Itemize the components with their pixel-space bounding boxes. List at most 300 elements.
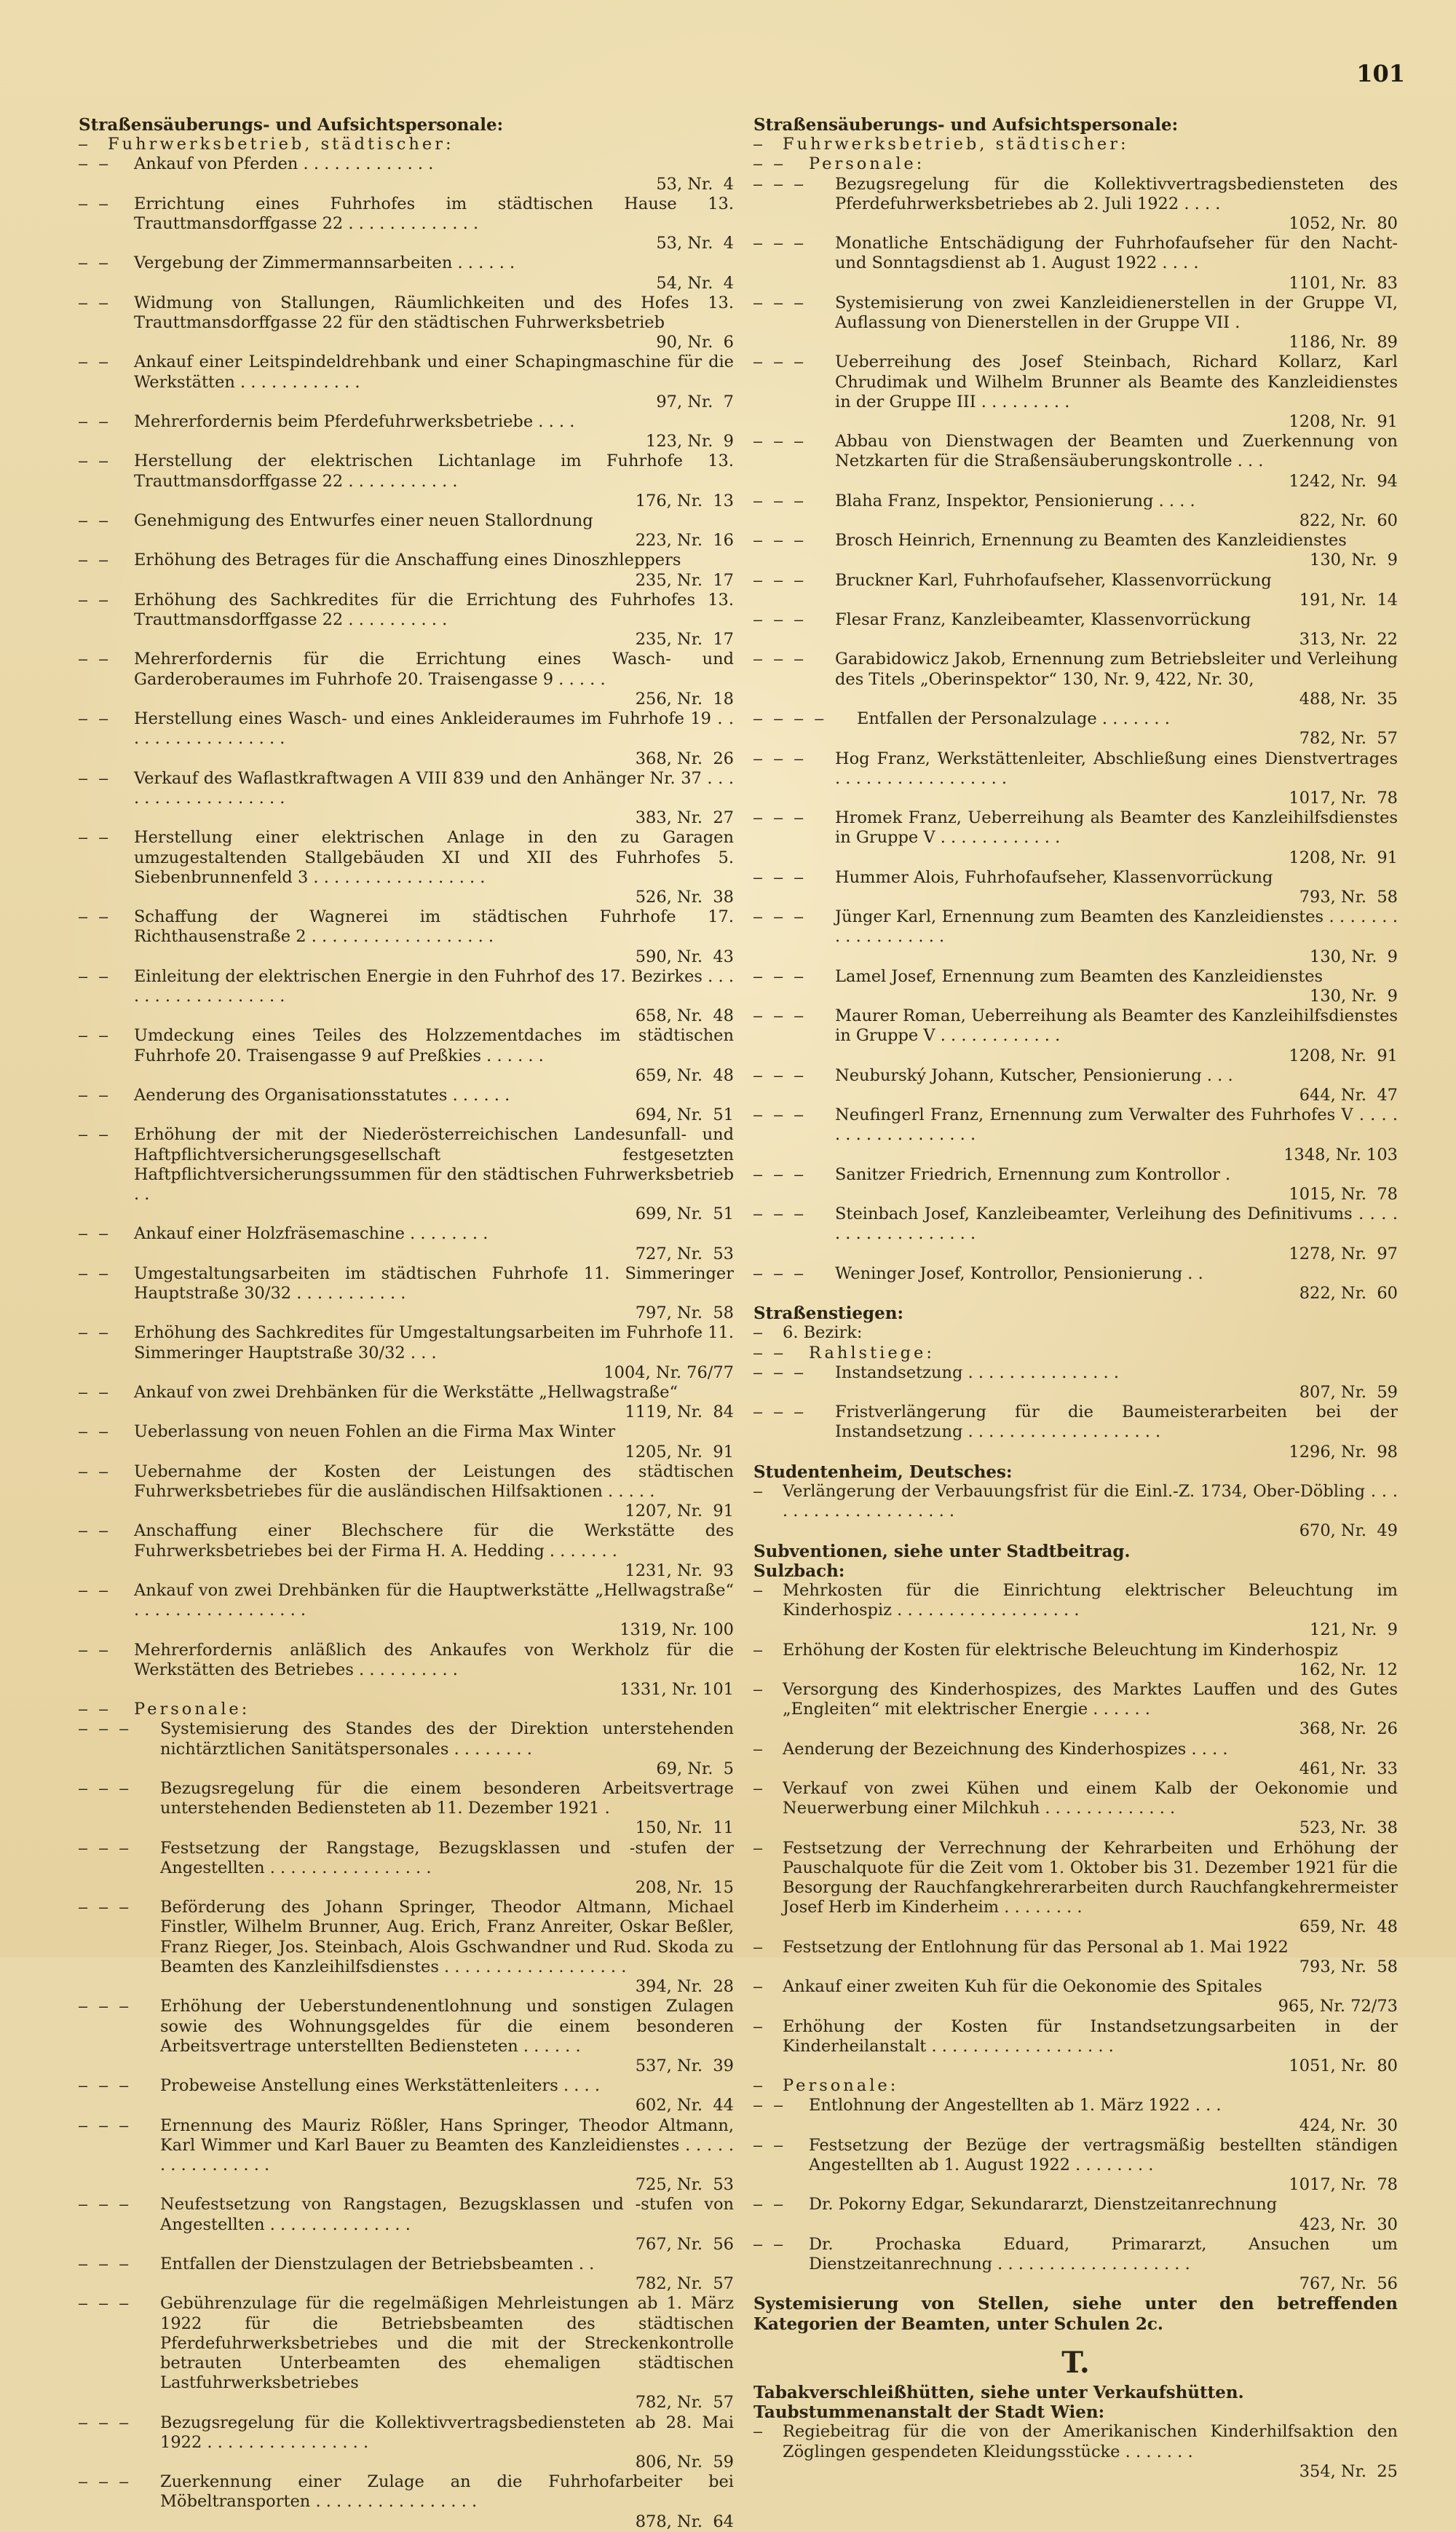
entry-text: Erhöhung des Sachkredites für die Errichtung des Fuhrhofes 13. Trauttmansdorffgasse 22 . . . . . . . . . . — [134, 590, 734, 630]
entry-dash: — — [753, 1324, 764, 1342]
entry-text: Bezugsregelung für die Kollektivvertragsbediensteten des Pferdefuhrwerksbetriebes ab 2. Juli 1922 . . . . — [835, 174, 1398, 213]
entry-text: Schaffung der Wagnerei im städtischen Fuhrhofe 17. Richthausenstraße 2 . . . . . . . . . . . . . . . . . . — [134, 907, 734, 947]
entry-text: Hromek Franz, Ueberreihung als Beamter des Kanzleihilfsdienstes in Gruppe V . . . . . . . . . . . . — [835, 808, 1398, 848]
entry-reference: 394, Nr. 28 — [635, 1977, 734, 1997]
entry-reference: 1278, Nr. 97 — [1289, 1244, 1398, 1263]
entry-reference: 727, Nr. 53 — [635, 1244, 734, 1263]
entry-dash: — — — — [79, 2116, 130, 2134]
entry-text: Aenderung des Organisationsstatutes . . . . . . — [134, 1085, 510, 1105]
index-entry — [753, 610, 1398, 650]
index-entry — [753, 868, 1398, 907]
index-entry — [79, 709, 734, 769]
entry-reference: 965, Nr. 72/73 — [1278, 1997, 1398, 2016]
entry-text: Versorgung des Kinderhospizes, des Marktes Lauffen und des Gutes „Engleiten“ mit elektrischer Energie . . . . . . — [783, 1680, 1398, 1719]
entry-reference: 1242, Nr. 94 — [1289, 471, 1398, 491]
index-entry — [79, 451, 734, 511]
index-heading — [753, 1462, 1398, 1482]
entry-reference: 537, Nr. 39 — [635, 2056, 734, 2075]
entry-dash: — — — [79, 1225, 110, 1243]
entry-dash: — — — — [753, 1007, 805, 1025]
entry-reference: 1207, Nr. 91 — [625, 1502, 734, 1521]
entry-text: Entlohnung der Angestellten ab 1. März 1922 . . . — [809, 2096, 1222, 2115]
entry-dash: — — [753, 2423, 764, 2441]
entry-text: Systemisierung des Standes des der Direktion unterstehenden nichtärztlichen Sanitätspersonales . . . . . . . . — [160, 1719, 734, 1759]
entry-text: Widmung von Stallungen, Räumlichkeiten und des Hofes 13. Trauttmansdorffgasse 22 für den städtischen Fuhrwerksbetrieb — [134, 293, 734, 333]
entry-dash: — — — — [753, 175, 805, 193]
entry-reference: 1208, Nr. 91 — [1289, 1046, 1398, 1065]
entry-text: Festsetzung der Verrechnung der Kehrarbeiten und Erhöhung der Pauschalquote für die Zeit vom 1. Oktober bis 31. Dezember 1921 für die Besorgung der Rauchfangkehrerarbeiten durch Rauchfangkehrermeister Josef Herb im Kinderheim . . . . . . . . — [783, 1838, 1398, 1917]
entry-dash: — — — — [753, 234, 805, 253]
entry-reference: 223, Nr. 16 — [635, 531, 734, 551]
entry-reference: 130, Nr. 9 — [1310, 986, 1398, 1006]
index-heading — [79, 115, 734, 135]
entry-reference: 54, Nr. 4 — [656, 273, 734, 293]
entry-dash: — — [753, 1938, 764, 1956]
entry-text: Probeweise Anstellung eines Werkstättenleiters . . . . — [160, 2076, 601, 2096]
entry-text: Neufingerl Franz, Ernennung zum Verwalter des Fuhrhofes V . . . . . . . . . . . . . . . . . . — [835, 1105, 1398, 1145]
index-entry — [753, 749, 1398, 809]
entry-text: Personale: — [134, 1700, 250, 1719]
entry-dash: — — — [753, 2196, 785, 2214]
index-entry — [79, 1997, 734, 2076]
entry-reference: 782, Nr. 57 — [635, 2274, 734, 2294]
entry-text: Aenderung der Bezeichnung des Kinderhospizes . . . . — [783, 1739, 1228, 1759]
index-entry — [753, 1105, 1398, 1165]
entry-dash: — — — [753, 2235, 785, 2253]
index-entry — [753, 571, 1398, 610]
right-column-entries-after — [753, 2383, 1398, 2482]
entry-dash: — — — [79, 829, 110, 847]
entry-reference: 1208, Nr. 91 — [1289, 848, 1398, 867]
entry-reference: 822, Nr. 60 — [1299, 1283, 1398, 1303]
entry-text: Systemisierung von Stellen, siehe unter den betreffenden Kategorien der Beamten, unter Schulen 2c. — [753, 2294, 1398, 2334]
entry-dash: — — — — [79, 1997, 130, 2016]
entry-reference: 725, Nr. 53 — [635, 2175, 734, 2195]
entry-dash: — — — — [753, 749, 805, 768]
entry-dash: — — — — [753, 353, 805, 371]
entry-text: Brosch Heinrich, Ernennung zu Beamten des Kanzleidienstes — [835, 531, 1347, 551]
entry-reference: 1017, Nr. 78 — [1289, 2175, 1398, 2195]
entry-dash: — — — — [79, 2295, 130, 2313]
entry-dash: — — [753, 1839, 764, 1857]
index-entry — [753, 2136, 1398, 2196]
entry-reference: 488, Nr. 35 — [1299, 689, 1398, 709]
entry-dash: — — — — [753, 868, 805, 886]
entry-reference: 658, Nr. 48 — [635, 1006, 734, 1026]
entry-text: Festsetzung der Entlohnung für das Personal ab 1. Mai 1922 — [783, 1937, 1289, 1957]
index-entry — [753, 1363, 1398, 1403]
index-entry — [753, 967, 1398, 1006]
entry-reference: 1208, Nr. 91 — [1289, 412, 1398, 432]
entry-text: Erhöhung des Betrages für die Anschaffung eines Dinoszhleppers — [134, 551, 681, 570]
entry-text: Herstellung eines Wasch- und eines Ankleideraumes im Fuhrhofe 19 . . . . . . . . . . . . . . . . . — [134, 709, 734, 749]
index-entry — [79, 1383, 734, 1422]
entry-text: Zuerkennung einer Zulage an die Fuhrhofarbeiter bei Möbeltransporten . . . . . . . . . . . . . . . . — [160, 2472, 734, 2512]
entry-reference: 793, Nr. 58 — [1299, 1957, 1398, 1976]
entry-reference: 806, Nr. 59 — [635, 2452, 734, 2472]
page-number: 101 — [1356, 60, 1405, 87]
entry-text: Maurer Roman, Ueberreihung als Beamter des Kanzleihilfsdienstes in Gruppe V . . . . . . . . . . . . — [835, 1006, 1398, 1046]
entry-reference: 602, Nr. 44 — [635, 2096, 734, 2115]
index-entry — [753, 1680, 1398, 1740]
left-column — [79, 115, 734, 2532]
index-entry — [79, 1026, 734, 1086]
index-entry — [79, 1323, 734, 1383]
index-entry — [753, 154, 1398, 174]
entry-dash: — — [753, 1681, 764, 1699]
entry-dash: — — [753, 1641, 764, 1659]
entry-dash: — — — [753, 155, 785, 173]
entry-reference: 235, Nr. 17 — [635, 630, 734, 650]
index-entry — [79, 1422, 734, 1462]
index-entry — [79, 2255, 734, 2294]
index-entry — [79, 2472, 734, 2532]
entry-text: Mehrerfordernis beim Pferdefuhrwerksbetriebe . . . . — [134, 412, 575, 432]
index-entry — [79, 511, 734, 551]
entry-text: Gebührenzulage für die regelmäßigen Mehrleistungen ab 1. März 1922 für die Betriebsbeamten des städtischen Pferdefuhrwerksbetriebes und die mit der Streckenkontrolle betrauten Unterbeamten des ehemaligen städtischen Lastfuhrwerksbetriebes — [160, 2294, 734, 2393]
entry-reference: 644, Nr. 47 — [1299, 1085, 1398, 1105]
entry-reference: 1052, Nr. 80 — [1289, 214, 1398, 234]
entry-text: Mehrkosten für die Einrichtung elektrischer Beleuchtung im Kinderhospiz . . . . . . . . . . . . . . . . . . — [783, 1581, 1398, 1620]
entry-text: Flesar Franz, Kanzleibeamter, Klassenvorrückung — [835, 610, 1251, 630]
entry-text: Umgestaltungsarbeiten im städtischen Fuhrhofe 11. Simmeringer Hauptstraße 30/32 . . . . . . . . . . . — [134, 1263, 734, 1303]
entry-dash: — — — [79, 1582, 110, 1600]
index-entry — [79, 2076, 734, 2115]
index-entry — [79, 1779, 734, 1839]
entry-dash: — — — — [753, 433, 805, 451]
entry-dash: — — — — [79, 1780, 130, 1798]
entry-dash: — — — [79, 908, 110, 926]
entry-dash: — — — [79, 1522, 110, 1540]
entry-dash: — — [753, 1740, 764, 1758]
index-entry — [79, 253, 734, 293]
index-heading — [753, 1542, 1398, 1561]
index-entry — [753, 1066, 1398, 1105]
index-entry — [753, 1641, 1398, 1680]
entry-text: Anschaffung einer Blechschere für die Werkstätte des Fuhrwerksbetriebes bei der Firma H. A. Hedding . . . . . . . — [134, 1521, 734, 1561]
entry-text: Mehrerfordernis anläßlich des Ankaufes von Werkholz für die Werkstätten des Betriebes . . . . . . . . . . — [134, 1640, 734, 1679]
index-entry — [753, 492, 1398, 531]
index-entry — [79, 154, 734, 194]
entry-text: Studentenheim, Deutsches: — [753, 1462, 1013, 1482]
entry-text: 6. Bezirk: — [783, 1323, 863, 1343]
entry-text: Bruckner Karl, Fuhrhofaufseher, Klassenvorrückung — [835, 570, 1272, 590]
index-entry — [753, 1323, 1398, 1343]
entry-dash: — — [753, 1582, 764, 1600]
entry-dash: — — — [79, 1324, 110, 1342]
entry-reference: 1331, Nr. 101 — [620, 1680, 734, 1700]
index-heading — [753, 2294, 1398, 2333]
entry-reference: 368, Nr. 26 — [1299, 1719, 1398, 1739]
entry-dash: — — — [79, 452, 110, 470]
entry-dash: — — [79, 135, 90, 154]
entry-dash: — — — [79, 1384, 110, 1401]
entry-dash: — — — — [753, 1264, 805, 1282]
entry-text: Dr. Pokorny Edgar, Sekundararzt, Dienstzeitanrechnung — [809, 2195, 1278, 2214]
entry-reference: 1004, Nr. 76/77 — [604, 1362, 734, 1382]
entry-dash: — — — — [79, 2473, 130, 2491]
index-entry — [753, 1581, 1398, 1641]
entry-dash: — — — — [753, 611, 805, 629]
entry-reference: 699, Nr. 51 — [635, 1204, 734, 1224]
index-heading — [753, 2402, 1398, 2422]
entry-dash: — — — [79, 1462, 110, 1480]
index-entry — [79, 2116, 734, 2196]
entry-reference: 256, Nr. 18 — [635, 689, 734, 709]
entry-dash: — — — [79, 769, 110, 787]
entry-dash: — — — — [753, 532, 805, 550]
entry-dash: — — — — [79, 1839, 130, 1857]
index-entry — [79, 1521, 734, 1581]
index-entry — [79, 352, 734, 412]
index-entry — [79, 1581, 734, 1641]
entry-reference: 590, Nr. 43 — [635, 947, 734, 966]
entry-reference: 150, Nr. 11 — [635, 1818, 734, 1838]
entry-reference: 1101, Nr. 83 — [1289, 273, 1398, 293]
entry-dash: — — — — [753, 650, 805, 669]
index-entry — [753, 135, 1398, 154]
entry-text: Festsetzung der Rangstage, Bezugsklassen und -stufen der Angestellten . . . . . . . . . . . . . . . . — [160, 1838, 734, 1877]
entry-text: Verlängerung der Verbauungsfrist für die Einl.-Z. 1734, Ober-Döbling . . . . . . . . . . . . . . . . . . . . — [783, 1482, 1398, 1521]
entry-text: Abbau von Dienstwagen der Beamten und Zuerkennung von Netzkarten für die Straßensäuberungskontrolle . . . — [835, 432, 1398, 471]
entry-dash: — — — [79, 155, 110, 173]
entry-dash: — — — — [753, 1403, 805, 1421]
entry-reference: 1186, Nr. 89 — [1289, 333, 1398, 352]
index-entry — [79, 412, 734, 451]
entry-reference: 807, Nr. 59 — [1299, 1383, 1398, 1402]
index-entry — [753, 1264, 1398, 1304]
entry-text: Blaha Franz, Inspektor, Pensionierung . . . . — [835, 491, 1195, 510]
entry-reference: 822, Nr. 60 — [1299, 511, 1398, 531]
entry-reference: 423, Nr. 30 — [1299, 2214, 1398, 2234]
entry-dash: — — — — [753, 1363, 805, 1381]
index-entry — [79, 967, 734, 1027]
entry-text: Entfallen der Personalzulage . . . . . . . — [857, 709, 1170, 729]
entry-dash: — — — [79, 967, 110, 985]
index-entry — [753, 709, 1398, 749]
entry-text: Herstellung einer elektrischen Anlage in den zu Garagen umzugestaltenden Stallgebäuden XI und XII des Fuhrhofes 5. Siebenbrunnenfeld 3 . . . . . . . . . . . . . . . . . — [134, 828, 734, 887]
entry-dash: — — — [79, 413, 110, 431]
entry-text: Jünger Karl, Ernennung zum Beamten des Kanzleidienstes . . . . . . . . . . . . . . . . . . — [835, 907, 1398, 947]
entry-reference: 1017, Nr. 78 — [1289, 788, 1398, 808]
entry-dash: — — — — [753, 571, 805, 589]
index-entry — [753, 808, 1398, 868]
entry-text: Taubstummenanstalt der Stadt Wien: — [753, 2402, 1105, 2423]
entry-reference: 797, Nr. 58 — [635, 1304, 734, 1323]
entry-reference: 313, Nr. 22 — [1299, 630, 1398, 650]
entry-reference: 130, Nr. 9 — [1310, 947, 1398, 966]
section-letter-heading: T. — [1061, 2345, 1090, 2380]
entry-text: Erhöhung des Sachkredites für Umgestaltungsarbeiten im Fuhrhofe 11. Simmeringer Hauptstraße 30/32 . . . — [134, 1323, 734, 1362]
entry-reference: 1051, Nr. 80 — [1289, 2056, 1398, 2075]
index-entry — [753, 531, 1398, 570]
index-entry — [79, 1898, 734, 1997]
index-entry — [753, 432, 1398, 492]
entry-text: Hog Franz, Werkstättenleiter, Abschließung eines Dienstvertrages . . . . . . . . . . . . . . . . . — [835, 749, 1398, 788]
entry-dash: — — — — [79, 1720, 130, 1738]
index-entry — [79, 650, 734, 709]
entry-reference: 659, Nr. 48 — [635, 1065, 734, 1085]
entry-dash: — — — [79, 1126, 110, 1144]
index-entry — [79, 1700, 734, 1719]
entry-dash: — — — [79, 710, 110, 728]
entry-reference: 162, Nr. 12 — [1299, 1660, 1398, 1679]
entry-text: Systemisierung von zwei Kanzleidienerstellen in der Gruppe VI, Auflassung von Dienerstellen in der Gruppe VII . — [835, 293, 1398, 333]
index-entry — [79, 2413, 734, 2473]
entry-text: Dr. Prochaska Eduard, Primararzt, Ansuchen um Dienstzeitanrechnung . . . . . . . . . . . . . . . . . . . — [809, 2234, 1398, 2273]
entry-text: Hummer Alois, Fuhrhofaufseher, Klassenvorrückung — [835, 867, 1273, 887]
entry-dash: — — [753, 135, 764, 154]
entry-text: Ankauf einer Holzfräsemaschine . . . . . . . . — [134, 1224, 488, 1244]
entry-reference: 1296, Nr. 98 — [1289, 1442, 1398, 1462]
entry-reference: 526, Nr. 38 — [635, 887, 734, 907]
entry-text: Instandsetzung . . . . . . . . . . . . . . . — [835, 1362, 1119, 1382]
entry-dash: — — — [79, 353, 110, 371]
entry-text: Straßensäuberungs- und Aufsichtspersonale: — [753, 115, 1179, 135]
index-entry — [753, 2076, 1398, 2096]
entry-text: Neufestsetzung von Rangstagen, Bezugsklassen und -stufen von Angestellten . . . . . . . . . . . . . . — [160, 2195, 734, 2234]
entry-text: Ankauf von zwei Drehbänken für die Hauptwerkstätte „Hellwagstraße“ . . . . . . . . . . . . . . . . . — [134, 1581, 734, 1620]
entry-reference: 767, Nr. 56 — [635, 2234, 734, 2254]
index-entry — [79, 194, 734, 254]
entry-reference: 461, Nr. 33 — [1299, 1759, 1398, 1778]
index-entry — [753, 1839, 1398, 1938]
entry-dash: — — — — — [753, 710, 826, 728]
entry-dash: — — — — [79, 2413, 130, 2432]
entry-dash: — — — [79, 1086, 110, 1104]
index-heading — [753, 115, 1398, 135]
entry-reference: 523, Nr. 38 — [1299, 1818, 1398, 1838]
entry-dash: — — — [79, 254, 110, 272]
entry-dash: — — — [79, 1641, 110, 1659]
index-entry — [753, 1204, 1398, 1264]
entry-text: Verkauf des Waflastkraftwagen A VIII 839 und den Anhänger Nr. 37 . . . . . . . . . . . . . . . . . . — [134, 768, 734, 808]
entry-reference: 793, Nr. 58 — [1299, 887, 1398, 907]
index-entry — [79, 769, 734, 829]
entry-text: Errichtung eines Fuhrhofes im städtischen Hause 13. Trauttmansdorffgasse 22 . . . . . . . . . . . . . — [134, 194, 734, 234]
entry-dash: — — — — [753, 1066, 805, 1084]
entry-reference: 659, Nr. 48 — [1299, 1917, 1398, 1937]
entry-reference: 53, Nr. 4 — [656, 234, 734, 253]
entry-text: Garabidowicz Jakob, Ernennung zum Betriebsleiter und Verleihung des Titels „Oberinspektor“ 130, Nr. 9, 422, Nr. 30, — [835, 650, 1398, 689]
entry-text: Sulzbach: — [753, 1561, 845, 1581]
entry-dash: — — — — [753, 492, 805, 510]
entry-text: Ueberreihung des Josef Steinbach, Richard Kollarz, Karl Chrudimak und Wilhelm Brunner als Beamte des Kanzleidienstes in der Gruppe III . . . . . . . . . — [835, 352, 1398, 411]
entry-dash: — — — — [79, 2077, 130, 2095]
index-entry — [753, 1344, 1398, 1363]
entry-text: Tabakverschleißhütten, siehe unter Verkaufshütten. — [753, 2382, 1244, 2402]
entry-reference: 1205, Nr. 91 — [625, 1442, 734, 1462]
index-entry — [753, 1165, 1398, 1204]
entry-text: Straßenstiegen: — [753, 1304, 903, 1324]
index-entry — [753, 650, 1398, 709]
entry-text: Sanitzer Friedrich, Ernennung zum Kontrollor . — [835, 1164, 1231, 1184]
entry-dash: — — — [79, 512, 110, 530]
entry-text: Uebernahme der Kosten der Leistungen des städtischen Fuhrwerksbetriebes für die ausländischen Hilfsaktionen . . . . . — [134, 1462, 734, 1502]
entry-dash: — — [753, 1483, 764, 1501]
entry-reference: 1119, Nr. 84 — [625, 1403, 734, 1422]
entry-text: Einleitung der elektrischen Energie in den Fuhrhof des 17. Bezirkes . . . . . . . . . . . . . . . . . . — [134, 966, 734, 1006]
entry-reference: 121, Nr. 9 — [1310, 1620, 1398, 1640]
entry-dash: — — — — [79, 2255, 130, 2273]
entry-reference: 130, Nr. 9 — [1310, 551, 1398, 570]
index-entry — [79, 1086, 734, 1125]
index-entry — [79, 135, 734, 154]
index-entry — [753, 1740, 1398, 1779]
entry-reference: 235, Nr. 17 — [635, 570, 734, 590]
entry-dash: — — — — [753, 1165, 805, 1183]
entry-reference: 424, Nr. 30 — [1299, 2115, 1398, 2135]
entry-reference: 69, Nr. 5 — [656, 1759, 734, 1778]
entry-reference: 670, Nr. 49 — [1299, 1521, 1398, 1541]
entry-dash: — — — — [79, 1898, 130, 1917]
entry-text: Fuhrwerksbetrieb, städtischer: — [783, 135, 1129, 154]
entry-dash: — — — [79, 293, 110, 312]
index-entry — [753, 1482, 1398, 1542]
index-entry — [753, 1006, 1398, 1066]
entry-text: Fristverlängerung für die Baumeisterarbeiten bei der Instandsetzung . . . . . . . . . . . . . . . . . . . — [835, 1403, 1398, 1442]
right-column-entries — [753, 115, 1398, 2334]
entry-reference: 1348, Nr. 103 — [1283, 1145, 1398, 1164]
entry-text: Monatliche Entschädigung der Fuhrhofaufseher für den Nacht- und Sonntagsdienst ab 1. August 1922 . . . . — [835, 234, 1398, 273]
entry-dash: — — — [79, 591, 110, 609]
entry-dash: — — — — [753, 908, 805, 926]
index-entry — [753, 293, 1398, 353]
entry-text: Vergebung der Zimmermannsarbeiten . . . . . . — [134, 253, 515, 273]
entry-text: Weninger Josef, Kontrollor, Pensionierung . . — [835, 1263, 1203, 1283]
entry-reference: 97, Nr. 7 — [656, 392, 734, 411]
entry-dash: — — — [79, 551, 110, 569]
entry-reference: 878, Nr. 64 — [635, 2512, 734, 2531]
index-entry — [753, 2235, 1398, 2295]
entry-reference: 782, Nr. 57 — [635, 2393, 734, 2413]
entry-text: Ankauf von Pferden . . . . . . . . . . . . . — [134, 154, 434, 174]
index-entry — [79, 1462, 734, 1522]
entry-dash: — — — — [753, 967, 805, 985]
index-entry — [79, 591, 734, 650]
entry-dash: — — — — [753, 1205, 805, 1223]
index-entry — [79, 1264, 734, 1324]
entry-dash: — — — — [753, 809, 805, 827]
entry-dash: — — — [79, 650, 110, 669]
index-entry — [753, 2096, 1398, 2135]
index-heading — [753, 1304, 1398, 1323]
entry-text: Genehmigung des Entwurfes einer neuen Stallordnung — [134, 511, 593, 531]
entry-dash: — — — — [753, 1106, 805, 1124]
entry-text: Ueberlassung von neuen Fohlen an die Firma Max Winter — [134, 1422, 616, 1442]
entry-text: Ankauf einer Leitspindeldrehbank und einer Schapingmaschine für die Werkstätten . . . . . . . . . . . . — [134, 352, 734, 392]
entry-text: Straßensäuberungs- und Aufsichtspersonale: — [79, 115, 504, 135]
entry-dash: — — — [79, 1027, 110, 1045]
entry-dash: — — — [753, 2097, 785, 2115]
entry-reference: 694, Nr. 51 — [635, 1105, 734, 1125]
entry-text: Ankauf einer zweiten Kuh für die Oekonomie des Spitales — [783, 1977, 1262, 1997]
entry-text: Bezugsregelung für die einem besonderen Arbeitsvertrage unterstehenden Bediensteten ab 11. Dezember 1921 . — [160, 1779, 734, 1818]
index-entry — [753, 175, 1398, 234]
entry-text: Subventionen, siehe unter Stadtbeitrag. — [753, 1541, 1131, 1561]
entry-dash: — — — [79, 1700, 110, 1719]
entry-dash: — — — [79, 194, 110, 213]
entry-text: Rahlstiege: — [809, 1343, 935, 1362]
entry-text: Ernennung des Mauriz Rößler, Hans Springer, Theodor Altmann, Karl Wimmer und Karl Bauer zu Beamten des Kanzleidienstes . . . . . . . . . . . . . . . . — [160, 2115, 734, 2174]
index-heading — [753, 1561, 1398, 1581]
entry-reference: 208, Nr. 15 — [635, 1878, 734, 1898]
entry-dash: — — [753, 1780, 764, 1798]
entry-reference: 191, Nr. 14 — [1299, 590, 1398, 610]
entry-dash: — — — — [753, 293, 805, 312]
entry-dash: — — [753, 1978, 764, 1996]
index-entry — [753, 234, 1398, 293]
